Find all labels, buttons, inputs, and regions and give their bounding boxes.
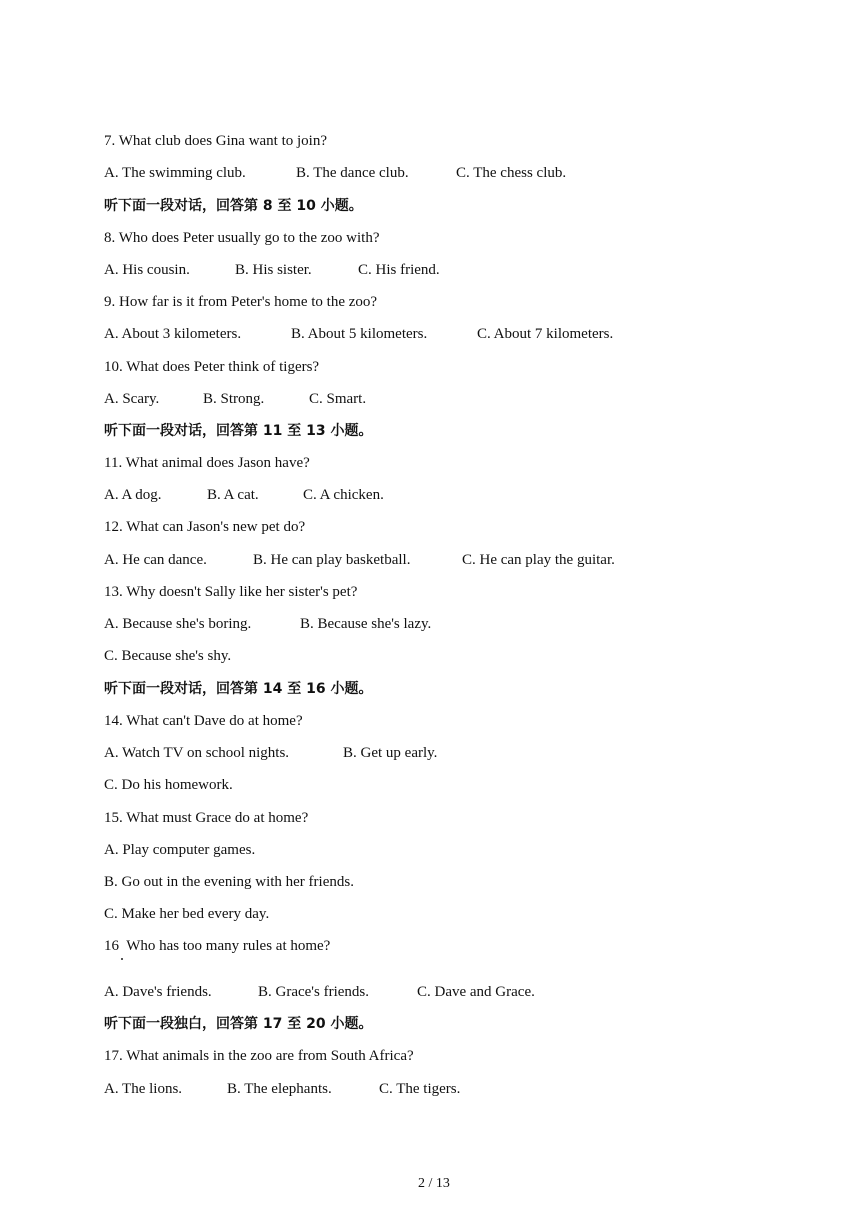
option-b: B. The elephants. <box>227 1081 332 1097</box>
question-13: 13. Why doesn't Sally like her sister's pet? <box>104 584 358 600</box>
option-a: A. A dog. <box>104 487 162 503</box>
option-c: C. Because she's shy. <box>104 648 232 664</box>
option-b: B. Go out in the evening with her friends. <box>104 874 354 890</box>
option-c: C. Dave and Grace. <box>417 984 535 1000</box>
option-c: C. His friend. <box>358 262 440 278</box>
question-7: 7. What club does Gina want to join? <box>104 133 328 149</box>
option-b: B. His sister. <box>235 262 312 278</box>
option-c: C. Smart. <box>309 391 367 407</box>
option-b: B. He can play basketball. <box>253 552 411 568</box>
option-a: A. He can dance. <box>104 552 207 568</box>
option-c: C. The tigers. <box>379 1081 461 1097</box>
option-b: B. Grace's friends. <box>258 984 369 1000</box>
question-14: 14. What can't Dave do at home? <box>104 713 303 729</box>
question-9: 9. How far is it from Peter's home to the zoo? <box>104 294 378 310</box>
section-instruction: 听下面一段独白，回答第 17 至 20 小题。 <box>104 1016 373 1032</box>
option-c: C. Make her bed every day. <box>104 906 270 922</box>
option-b: B. Because she's lazy. <box>300 616 432 632</box>
option-b: B. Get up early. <box>343 745 438 761</box>
section-instruction: 听下面一段对话，回答第 8 至 10 小题。 <box>104 198 363 214</box>
option-b: B. A cat. <box>207 487 259 503</box>
option-a: A. Dave's friends. <box>104 984 212 1000</box>
question-17: 17. What animals in the zoo are from South Africa? <box>104 1048 414 1064</box>
question-12: 12. What can Jason's new pet do? <box>104 519 306 535</box>
question-16: 16 Who has too many rules at home? <box>104 938 331 954</box>
question-15: 15. What must Grace do at home? <box>104 810 309 826</box>
option-a: A. Scary. <box>104 391 160 407</box>
option-c: C. About 7 kilometers. <box>477 326 614 342</box>
option-a: A. The swimming club. <box>104 165 246 181</box>
stray-mark <box>121 958 123 960</box>
section-instruction: 听下面一段对话，回答第 11 至 13 小题。 <box>104 423 373 439</box>
option-c: C. The chess club. <box>456 165 567 181</box>
question-10: 10. What does Peter think of tigers? <box>104 359 320 375</box>
option-b: B. The dance club. <box>296 165 409 181</box>
option-a: A. Play computer games. <box>104 842 256 858</box>
option-a: A. The lions. <box>104 1081 183 1097</box>
option-c: C. Do his homework. <box>104 777 233 793</box>
question-11: 11. What animal does Jason have? <box>104 455 310 471</box>
question-8: 8. Who does Peter usually go to the zoo with? <box>104 230 380 246</box>
option-c: C. A chicken. <box>303 487 384 503</box>
option-a: A. Watch TV on school nights. <box>104 745 290 761</box>
option-a: A. His cousin. <box>104 262 190 278</box>
page-number: 2 / 13 <box>418 1176 450 1191</box>
option-a: A. Because she's boring. <box>104 616 252 632</box>
option-c: C. He can play the guitar. <box>462 552 615 568</box>
option-a: A. About 3 kilometers. <box>104 326 242 342</box>
section-instruction: 听下面一段对话，回答第 14 至 16 小题。 <box>104 681 373 697</box>
option-b: B. Strong. <box>203 391 265 407</box>
option-b: B. About 5 kilometers. <box>291 326 428 342</box>
